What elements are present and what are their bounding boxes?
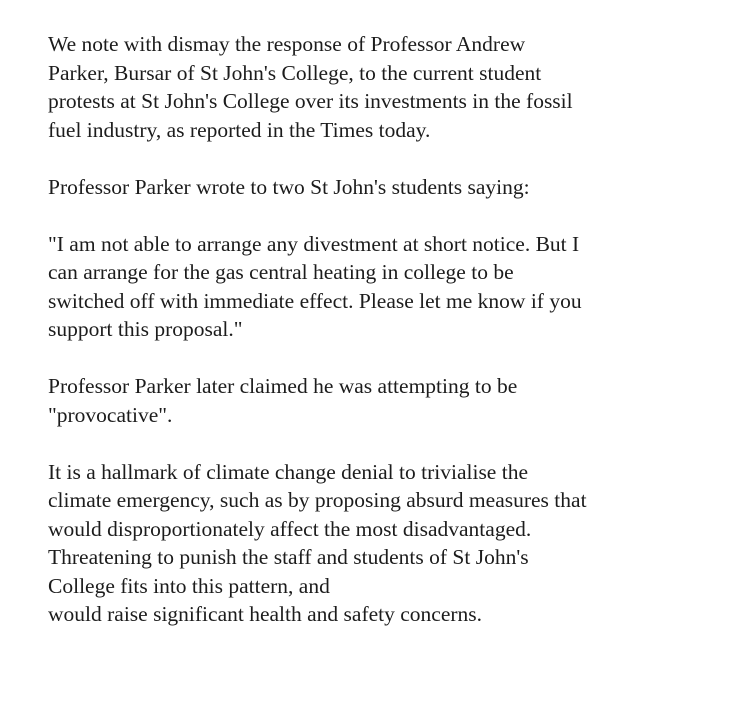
- text-line: "provocative".: [48, 402, 173, 427]
- text-line: We note with dismay the response of Professor Andrew: [48, 32, 526, 56]
- text-line: support this proposal.": [48, 317, 243, 341]
- paragraph-provocative: [48, 372, 728, 429]
- text-line: fuel industry, as reported in the Times today.: [48, 117, 431, 142]
- paragraph-quote: [48, 230, 728, 344]
- text-line: would disproportionately affect the most disadvantaged.: [48, 516, 532, 541]
- text-line: climate emergency, such as by proposing absurd measures that: [48, 488, 587, 512]
- text-line: Professor Parker later claimed he was attempting to be: [48, 374, 518, 398]
- text-line: Professor Parker wrote to two St John's students saying:: [48, 174, 530, 199]
- text-line: switched off with immediate effect. Please let me know if you: [48, 288, 582, 313]
- text-line: Threatening to punish the staff and students of St John's: [48, 545, 529, 569]
- text-line: "I am not able to arrange any divestment at short notice. But I: [48, 231, 580, 256]
- paragraph-intro: [48, 30, 728, 144]
- letter-document: [48, 30, 728, 657]
- text-line: College fits into this pattern, and: [48, 573, 330, 598]
- paragraph-hallmark: [48, 458, 728, 629]
- paragraph-wrote: [48, 173, 728, 202]
- text-line: protests at St John's College over its investments in the fossil: [48, 89, 573, 113]
- text-line: can arrange for the gas central heating in college to be: [48, 260, 514, 284]
- text-line: It is a hallmark of climate change denial to trivialise the: [48, 459, 528, 484]
- text-line: would raise significant health and safety concerns.: [48, 602, 483, 626]
- text-line: Parker, Bursar of St John's College, to the current student: [48, 60, 542, 85]
